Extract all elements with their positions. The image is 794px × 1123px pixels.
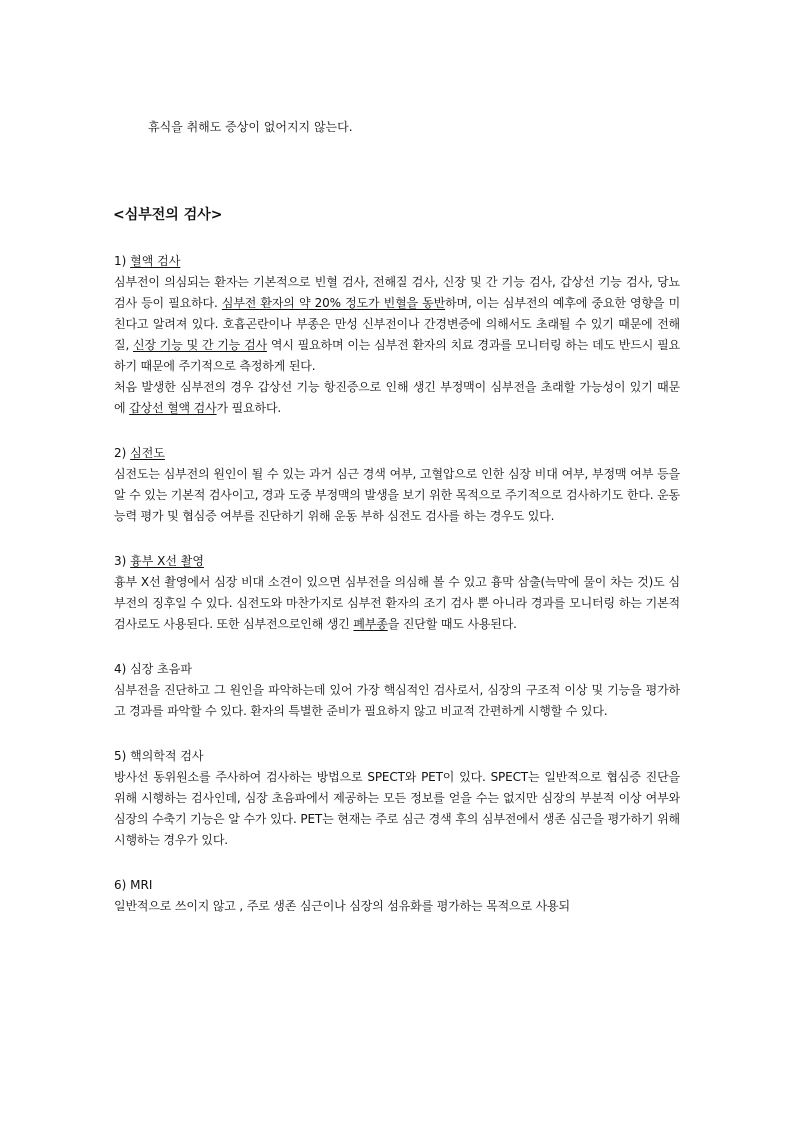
text-run: 흉부 X선 촬영에서 심장 비대 소견이 있으면 심부전을 의심해 볼 수 있고 흉막 삼출(늑막에 물이 차는 것)도 심부전의 징후일 수 있다. 심전도와 마찬가지로 심부전 환자의 조기 검사 뿐 아니라 경과를 모니터링 하는 기본적 검사로도 사용된다. 또한 심부전으로인해 생긴 bbox=[114, 575, 680, 631]
document-body bbox=[114, 251, 680, 941]
section-heading-title: 혈액 검사 bbox=[130, 254, 181, 268]
text-run: 심부전이 의심되는 환자는 기본적으로 빈혈 검사, 전해질 검사, 신장 및 간 기능 검사, 갑상선 기능 검사, 당뇨 검사 등이 필요하다. bbox=[114, 275, 680, 310]
paragraph bbox=[114, 572, 680, 635]
section-heading-title: 심전도 bbox=[130, 446, 165, 460]
text-run: 을 진단할 때도 사용된다. bbox=[387, 617, 517, 631]
paragraph: 일반적으로 쓰이지 않고 , 주로 생존 심근이나 심장의 섬유화를 평가하는 목적으로 사용되 bbox=[114, 899, 570, 913]
section-number: 5) bbox=[114, 749, 127, 763]
section-number: 2) bbox=[114, 446, 127, 460]
section-heading-title: 흉부 X선 촬영 bbox=[130, 554, 204, 568]
paragraph: 방사선 동위원소를 주사하여 검사하는 방법으로 SPECT와 PET이 있다. SPECT는 일반적으로 협심증 진단을 위해 시행하는 검사인데, 심장 초음파에서 제공하는 모든 정보를 얻을 수는 없지만 심장의 부분적 이상 여부와 심장의 수축기 기능은 알 수가 있다. PET는 현재는 주로 심근 경색 후의 심부전에서 생존 심근을 평가하기 위해 시행하는 경우가 있다. bbox=[114, 770, 680, 847]
section-number: 4) bbox=[114, 662, 127, 676]
paragraph: 심전도는 심부전의 원인이 될 수 있는 과거 심근 경색 여부, 고혈압으로 인한 심장 비대 여부, 부정맥 여부 등을 알 수 있는 기본적 검사이고, 경과 도중 부정맥의 발생을 보기 위한 목적으로 주기적으로 검사하기도 한다. 운동 능력 평가 및 협심증 여부를 진단하기 위해 운동 부하 심전도 검사를 하는 경우도 있다. bbox=[114, 467, 680, 523]
underlined-text: 폐부종 bbox=[353, 617, 388, 631]
section-heading-title: 핵의학적 검사 bbox=[130, 749, 204, 763]
paragraph bbox=[114, 377, 680, 419]
section-number: 1) bbox=[114, 254, 127, 268]
section-heading bbox=[114, 443, 680, 464]
section-nuclear-medicine bbox=[114, 746, 680, 851]
section-chest-xray bbox=[114, 551, 680, 635]
section-number: 3) bbox=[114, 554, 127, 568]
text-run: 가 필요하다. bbox=[216, 401, 282, 415]
section-heading bbox=[114, 659, 680, 680]
section-ecg bbox=[114, 443, 680, 527]
section-blood-test bbox=[114, 251, 680, 419]
section-heading bbox=[114, 875, 680, 896]
section-heading bbox=[114, 551, 680, 572]
section-heading-title: 심장 초음파 bbox=[130, 662, 192, 676]
section-echocardiography bbox=[114, 659, 680, 722]
underlined-text: 신장 기능 및 간 기능 검사 bbox=[133, 338, 267, 352]
section-mri bbox=[114, 875, 680, 917]
section-heading bbox=[114, 746, 680, 767]
paragraph: 심부전을 진단하고 그 원인을 파악하는데 있어 가장 핵심적인 검사로서, 심장의 구조적 이상 및 기능을 평가하고 경과를 파악할 수 있다. 환자의 특별한 준비가 필요하지 않고 비교적 간편하게 시행할 수 있다. bbox=[114, 683, 680, 718]
text-run: 처음 발생한 심부전의 경우 갑상선 기능 항진증으로 인해 생긴 부정맥이 심부전을 초래할 가능성이 있기 때문에 bbox=[114, 380, 680, 415]
section-heading bbox=[114, 251, 680, 272]
text-run: 역시 필요하며 이는 심부전 환자의 치료 경과를 모니터링 하는 데도 반드시 필요하기 때문에 주기적으로 측정하게 된다. bbox=[114, 338, 680, 373]
text-run: 하며, 이는 심부전의 예후에 중요한 영향을 미친다고 알려져 있다. 호흡곤란이나 부종은 만성 신부전이나 간경변증에 의해서도 초래될 수 있기 때문에 전해질, bbox=[114, 296, 681, 352]
section-heading-title: MRI bbox=[130, 878, 153, 892]
underlined-text: 심부전 환자의 약 20% 정도가 빈혈을 동반 bbox=[221, 296, 446, 310]
paragraph bbox=[114, 272, 680, 377]
underlined-text: 갑상선 혈액 검사 bbox=[129, 401, 217, 415]
section-title: <심부전의 검사> bbox=[113, 207, 223, 223]
section-number: 6) bbox=[114, 878, 127, 892]
intro-line: 휴식을 취해도 증상이 없어지지 않는다. bbox=[148, 120, 353, 134]
